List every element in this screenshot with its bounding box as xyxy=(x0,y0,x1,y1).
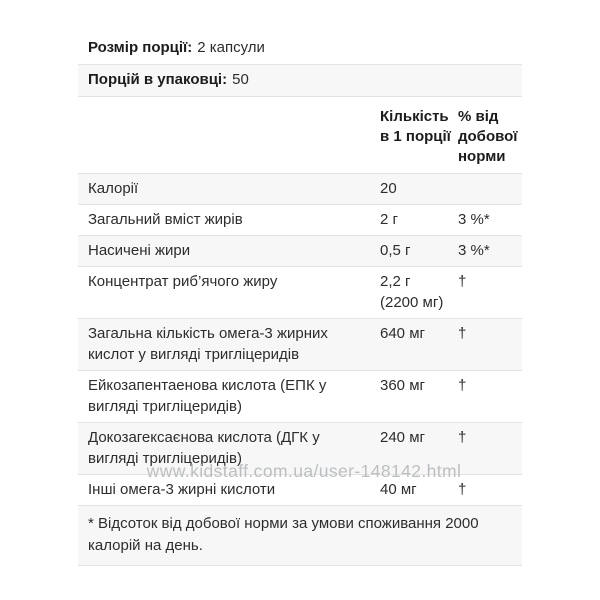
column-header-row xyxy=(78,97,522,174)
nutrient-name: Концентрат риб’ячого жиру xyxy=(88,273,278,290)
nutrient-amount: 2,2 г (2200 мг) xyxy=(380,273,444,311)
nutrient-daily-value xyxy=(458,174,522,204)
nutrient-daily-value: † xyxy=(458,325,467,342)
nutrient-name: Інші омега-3 жирні кислоти xyxy=(88,481,276,498)
nutrient-amount: 240 мг xyxy=(380,429,425,446)
nutrient-amount: 360 мг xyxy=(380,377,425,394)
table-row-fish-oil-concentrate xyxy=(78,267,522,319)
nutrient-amount: 20 xyxy=(380,180,397,197)
nutrient-name: Ейкозапентаенова кислота (ЕПК у вигляді тригліцеридів) xyxy=(88,377,327,415)
watermark-text: www.kidstaff.com.ua/user-148142.html xyxy=(146,461,462,481)
servings-per-container-value: 50 xyxy=(232,71,249,88)
servings-per-container-label: Порцій в упаковці: xyxy=(88,71,228,88)
table-row-total-fat xyxy=(78,205,522,236)
nutrient-amount: 2 г xyxy=(380,211,398,228)
nutrient-amount: 40 мг xyxy=(380,481,417,498)
supplement-facts-table xyxy=(78,33,522,566)
table-row-epa xyxy=(78,371,522,423)
nutrient-amount: 0,5 г xyxy=(380,242,411,259)
nutrient-daily-value: 3 %* xyxy=(458,211,490,228)
nutrient-daily-value: † xyxy=(458,377,467,394)
column-header-empty xyxy=(78,97,380,173)
nutrient-name: Загальний вміст жирів xyxy=(88,211,243,228)
nutrient-name: Калорії xyxy=(88,180,139,197)
nutrient-daily-value: † xyxy=(458,429,467,446)
table-row-dha xyxy=(78,423,522,475)
table-row-saturated-fat xyxy=(78,236,522,267)
column-header-daily-value: % від добової норми xyxy=(458,108,518,165)
nutrient-daily-value: 3 %* xyxy=(458,242,490,259)
daily-value-footnote: * Відсоток від добової норми за умови споживання 2000 калорій на день. xyxy=(78,506,522,566)
column-header-amount: Кількість в 1 порції xyxy=(380,108,451,145)
table-row-total-omega3 xyxy=(78,319,522,371)
nutrient-name: Загальна кількість омега-3 жирних кислот у вигляді тригліцеридів xyxy=(88,325,328,363)
table-row-other-omega3 xyxy=(78,475,522,506)
nutrient-name: Докозагексаєнова кислота (ДГК у вигляді тригліцеридів) xyxy=(88,429,320,467)
nutrient-daily-value: † xyxy=(458,273,467,290)
table-row-calories xyxy=(78,174,522,205)
nutrient-daily-value: † xyxy=(458,481,467,498)
serving-size-value: 2 капсули xyxy=(197,39,265,56)
nutrient-amount: 640 мг xyxy=(380,325,425,342)
serving-size-row xyxy=(78,33,522,65)
servings-per-container-row xyxy=(78,65,522,97)
nutrient-name: Насичені жири xyxy=(88,242,191,259)
serving-size-label: Розмір порції: xyxy=(88,39,193,56)
